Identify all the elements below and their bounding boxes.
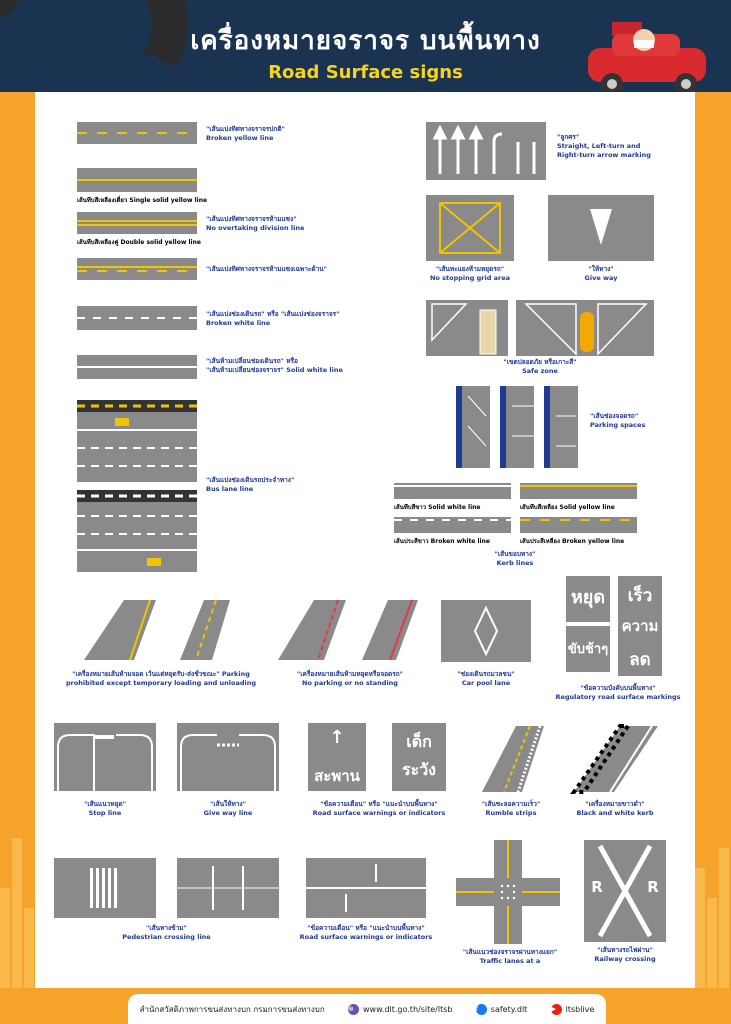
regulatory-slow-word: ขับช้าๆ	[567, 642, 609, 657]
footer-youtube-text: ltsblive	[565, 1004, 595, 1014]
car-pool-caption: "ช่องเดินรถมวลชน" Car pool lane	[457, 670, 515, 687]
youtube-icon: ▶	[551, 1004, 562, 1015]
footer-facebook-text: safety.dlt	[490, 1004, 528, 1014]
stop-line-caption: "เส้นแนวหยุด" Stop line	[83, 800, 126, 817]
footer-bar	[128, 994, 606, 1024]
broken-white-caption: "เส้นแบ่งช่องเดินรถ" หรือ "เส้นแบ่งช่องจราจร" Broken white line	[206, 310, 340, 327]
kerb-broken-white-label: เส้นประสีขาว Broken white line	[394, 538, 490, 545]
footer-website[interactable]	[348, 1004, 452, 1015]
footer-website-text: www.dlt.go.th/site/ltsb	[363, 1004, 453, 1014]
bus-lane-caption: "เส้นแบ่งช่องเดินรถประจำทาง" Bus lane line	[206, 476, 295, 493]
car-driver-illustration	[582, 20, 712, 98]
globe-icon: ⊕	[348, 1004, 359, 1015]
single-yellow-road	[77, 168, 197, 192]
facebook-icon: f	[476, 1004, 487, 1015]
give-way-caption: "ให้ทาง" Give way	[584, 265, 618, 282]
rumble-caption: "เส้นชะลอความเร็ว" Rumble strips	[481, 800, 541, 817]
give-way-line-caption: "เส้นให้ทาง" Give way line	[203, 800, 253, 817]
intersection-graphic	[456, 840, 560, 944]
one-side-road	[77, 258, 197, 280]
one-side-caption: "เส้นแบ่งทิศทางจราจรห้ามแซงเฉพาะด้าน"	[206, 265, 328, 273]
double-yellow-road	[77, 212, 197, 234]
regulatory-caption: "ข้อความบังคับบนพื้นทาง" Regulatory road surface markings	[555, 684, 681, 701]
caution-word: ระวัง	[402, 760, 436, 779]
railway-letter-left: R	[591, 878, 603, 896]
kerb-broken-white-road	[394, 517, 511, 533]
arrow-marking-graphic	[426, 122, 546, 180]
kerb-solid-yellow-road	[520, 483, 637, 499]
warnings-caption-2: "ข้อความเตือน" หรือ "แนะนำบนพื้นทาง" Road surface warnings or indicators	[299, 924, 433, 941]
give-way-graphic	[548, 195, 654, 261]
warnings-caption-1: "ข้อความเตือน" หรือ "แนะนำบนพื้นทาง" Road surface warnings or indicators	[312, 800, 446, 817]
footer-org: สำนักสวัสดิภาพการขนส่งทางบก กรมการขนส่งทางบก	[139, 1004, 325, 1014]
solid-white-caption: "เส้นห้ามเปลี่ยนช่องเดินรถ" หรือ "เส้นห้ามเปลี่ยนช่องจราจร" Solid white line	[206, 357, 343, 374]
bridge-word: สะพาน	[314, 767, 360, 785]
car-pool-graphic	[441, 600, 531, 662]
broken-yellow-caption: "เส้นแบ่งทิศทางจราจรปกติ" Broken yellow line	[206, 125, 285, 142]
page-title-english: Road Surface signs	[268, 62, 463, 83]
regulatory-word-speed: ความ	[621, 617, 659, 635]
skyline-left	[0, 828, 36, 988]
kerb-caption: "เส้นขอบทาง" Kerb lines	[494, 550, 536, 567]
pedestrian-caption: "เส้นทางข้าม" Pedestrian crossing line	[122, 924, 211, 941]
parking-spaces-graphic	[456, 386, 578, 468]
kerb-solid-yellow-label: เส้นทึบสีเหลือง Solid yellow line	[520, 504, 615, 511]
kerb-broken-yellow-road	[520, 517, 637, 533]
no-stopping-caption: "เส้นทะแยงห้ามหยุดรถ" No stopping grid area	[429, 265, 511, 282]
rumble-strips-graphic	[476, 724, 546, 794]
traffic-lanes-caption: "เส้นแนวช่องจราจรผ่านทางแยก" Traffic lanes at a	[462, 948, 558, 965]
black-white-kerb-caption: "เครื่องหมายขาวดำ" Black and white kerb	[576, 800, 654, 817]
safe-zone-caption: "เขตปลอดภัย หรือเกาะสี" Safe zone	[503, 358, 577, 375]
regulatory-stop-word: หยุด	[570, 587, 606, 608]
parking-prohibited-caption: "เครื่องหมายเส้นห้ามจอด เว้นแต่หยุดรับ-ส่งชั่วขณะ" Parking prohibited except temporary loading and unloading	[65, 670, 256, 687]
single-yellow-label: เส้นทึบสีเหลืองเดี่ยว Single solid yellow line	[77, 197, 208, 204]
railway-letter-right: R	[647, 878, 659, 896]
up-arrow-icon: ↑	[329, 727, 345, 748]
skyline-right	[695, 828, 731, 988]
stop-line-graphic	[54, 723, 156, 791]
kerb-solid-white-road	[394, 483, 511, 499]
safe-zone-graphic	[426, 300, 654, 356]
bus-lane-graphic	[77, 400, 197, 572]
pedestrian-crossing-graphic-2	[177, 858, 279, 918]
road-warning-graphic-2	[306, 858, 426, 918]
kerb-broken-yellow-label: เส้นประสีเหลือง Broken yellow line	[520, 538, 625, 545]
pedestrian-crossing-graphic-1	[54, 858, 156, 918]
footer-facebook[interactable]	[476, 1004, 528, 1015]
regulatory-word-fast: เร็ว	[627, 586, 653, 606]
railway-caption: "เส้นทางรถไฟผ่าน" Railway crossing	[594, 946, 656, 963]
no-stopping-grid-graphic	[426, 195, 514, 261]
kerb-solid-white-label: เส้นทึบสีขาว Solid white line	[394, 504, 481, 511]
page-title-thai: เครื่องหมายจราจร บนพื้นทาง	[190, 26, 541, 56]
broken-white-road	[77, 306, 197, 330]
double-yellow-label: เส้นทึบสีเหลืองคู่ Double solid yellow line	[77, 239, 201, 246]
no-parking-graphic	[278, 598, 424, 662]
regulatory-word-reduce: ลด	[629, 650, 651, 670]
footer-youtube[interactable]	[551, 1004, 595, 1015]
parking-prohibited-graphic	[84, 598, 244, 662]
parking-caption: "เส้นช่องจอดรถ" Parking spaces	[590, 412, 646, 429]
children-word: เด็ก	[406, 732, 432, 751]
arrow-caption: "ลูกศร" Straight, Left-turn and Right-turn arrow marking	[557, 133, 651, 159]
no-overtaking-caption: "เส้นแบ่งทิศทางจราจรห้ามแซง" No overtaking division line	[206, 215, 305, 232]
black-white-kerb-graphic	[570, 724, 662, 794]
broken-yellow-road	[77, 122, 197, 144]
give-way-line-graphic	[177, 723, 279, 791]
no-parking-caption: "เครื่องหมายเส้นห้ามหยุดหรือจอดรถ" No parking or no standing	[296, 670, 404, 687]
solid-white-road	[77, 355, 197, 379]
